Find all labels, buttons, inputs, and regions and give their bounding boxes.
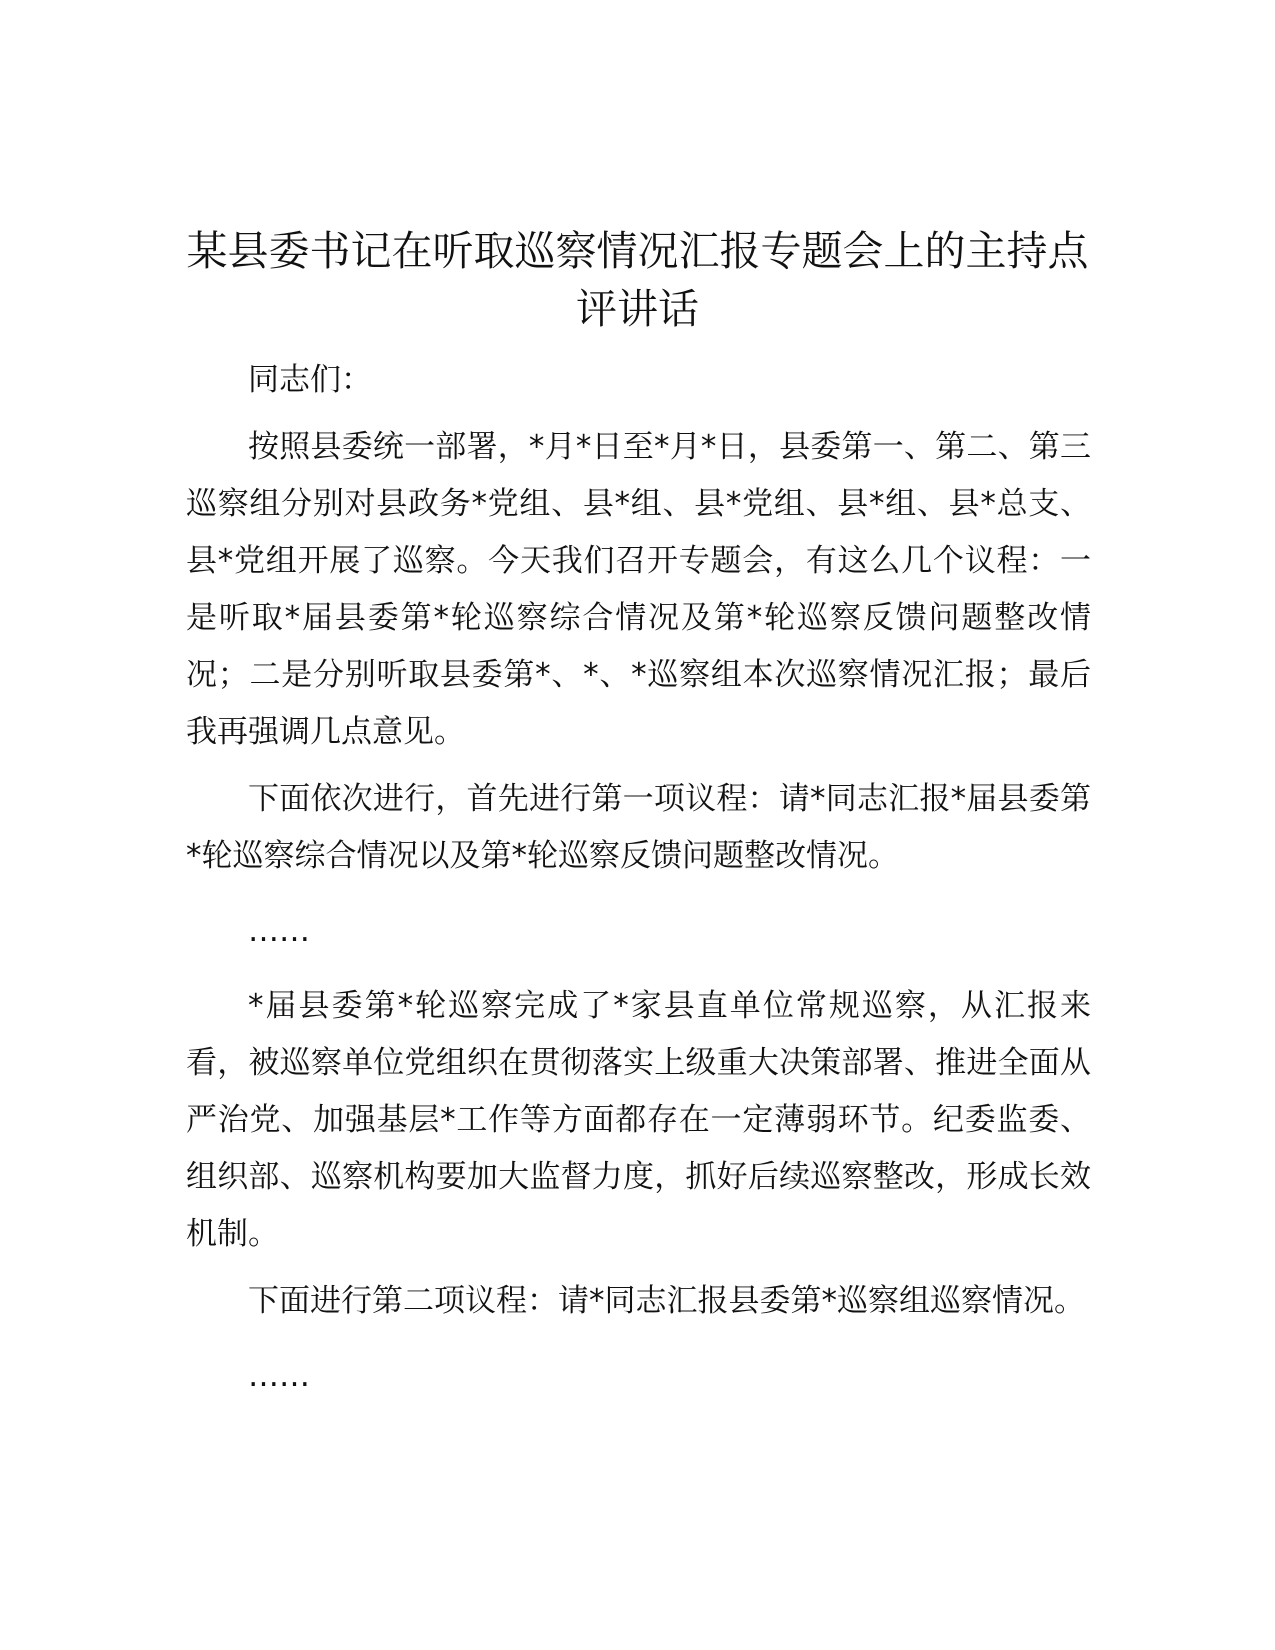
- ellipsis-paragraph: ……: [248, 913, 310, 949]
- first-agenda-paragraph: 下面依次进行，首先进行第一项议程：请*同志汇报*届县委第*轮巡察综合情况以及第*轮巡察反馈问题整改情况。: [186, 781, 1091, 874]
- ellipsis-paragraph: ……: [248, 1358, 310, 1394]
- second-agenda-paragraph: 下面进行第二项议程：请*同志汇报县委第*巡察组巡察情况。: [248, 1283, 1085, 1319]
- salutation-paragraph: 同志们：: [248, 362, 372, 398]
- agenda-paragraph: 按照县委统一部署，*月*日至*月*日，县委第一、第二、第三巡察组分别对县政务*党组、县*组、县*党组、县*组、县*总支、县*党组开展了巡察。今天我们召开专题会，有这么几个议程：一是听取*届县委第*轮巡察综合情况及第*轮巡察反馈问题整改情况；二是分别听取县委第*、*、*巡察组本次巡察情况汇报；最后我再强调几点意见。: [186, 429, 1091, 750]
- review-paragraph: *届县委第*轮巡察完成了*家县直单位常规巡察，从汇报来看，被巡察单位党组织在贯彻落实上级重大决策部署、推进全面从严治党、加强基层*工作等方面都存在一定薄弱环节。纪委监委、组织部、巡察机构要加大监督力度，抓好后续巡察整改，形成长效机制。: [186, 988, 1091, 1252]
- document-title: 某县委书记在听取巡察情况汇报专题会上的主持点评讲话: [186, 227, 1089, 333]
- document-body: [186, 352, 1091, 1405]
